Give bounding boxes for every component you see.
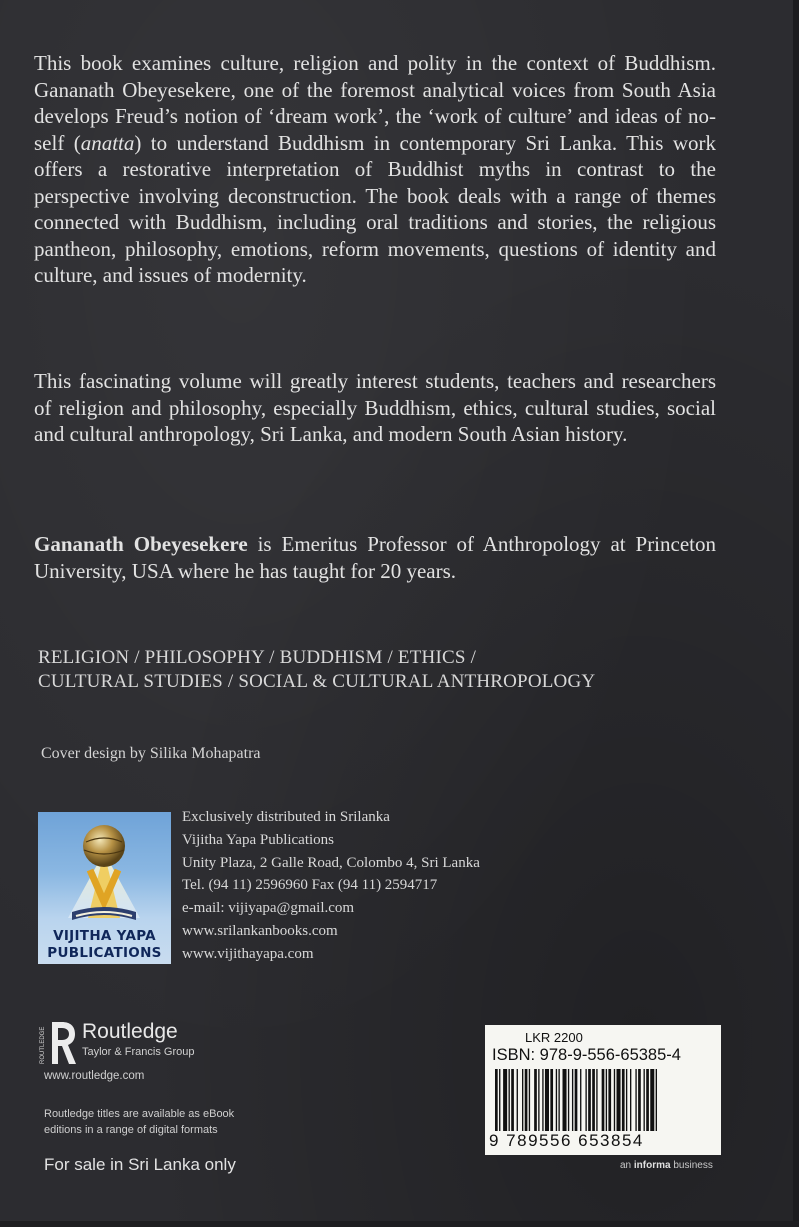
distributor-info: [182, 806, 480, 966]
barcode-digits: 9 789556 653854: [489, 1131, 644, 1150]
barcode-bar: [545, 1069, 549, 1131]
routledge-logo-icon: [38, 1018, 78, 1068]
barcode-bar: [534, 1069, 537, 1131]
vijitha-yapa-logo: [38, 812, 171, 964]
barcode-bars-icon: [495, 1069, 711, 1131]
barcode-bar: [550, 1069, 553, 1131]
barcode-bar: [495, 1069, 498, 1131]
routledge-logo-side-text: ROUTLEDGE: [40, 1026, 46, 1064]
barcode-bar: [606, 1069, 607, 1131]
barcode-bar: [522, 1069, 523, 1131]
barcode-bar: [558, 1069, 559, 1131]
barcode-bar: [585, 1069, 586, 1131]
description-paragraph-2: This fascinating volume will greatly interest students, teachers and researchers of religion and philosophy, especially Buddhism, ethics, cultural studies, social and cultural anthropology, Sri Lanka, and modern South Asian history.: [34, 369, 716, 446]
routledge-name: Routledge: [82, 1020, 178, 1043]
barcode-bar: [650, 1069, 654, 1131]
barcode-bar: [538, 1069, 539, 1131]
ebook-note-line-1: Routledge titles are available as eBook: [44, 1108, 235, 1120]
barcode-bar: [542, 1069, 543, 1131]
subject-categories: [38, 646, 595, 694]
price-tag: LKR 2200: [525, 1030, 583, 1045]
distributor-email: e-mail: vijiyapa@gmail.com: [182, 900, 355, 917]
barcode-bar: [646, 1069, 649, 1131]
isbn-number: ISBN: 978-9-556-65385-4: [492, 1046, 681, 1064]
barcode-bar: [635, 1069, 636, 1131]
barcode-bar: [499, 1069, 500, 1131]
description-italic-term: anatta: [80, 130, 135, 155]
barcode-bar: [630, 1069, 631, 1131]
barcode-bar: [517, 1069, 518, 1131]
description-text-after: ) to understand Buddhism in contemporary Sri Lanka. This work offers a restorative interpretation of Buddhist myths in contrast to the perspective involving deconstruction. The book deals with a range of themes connected with Buddhism, including oral traditions and stories, the religious pantheon, philosophy, emotions, reform movements, questions of identity and culture, and issues of modernity.: [34, 130, 716, 287]
sale-restriction-note: For sale in Sri Lanka only: [44, 1155, 236, 1174]
barcode-bar: [617, 1069, 621, 1131]
barcode-bar: [511, 1069, 514, 1131]
distributor-website-1: www.srilankanbooks.com: [182, 922, 338, 939]
informa-prefix: an: [620, 1160, 634, 1171]
barcode-bar: [580, 1069, 581, 1131]
author-bio-text: is Emeritus Professor of Anthropology at Princeton University, USA where he has taught for 20 years.: [34, 532, 716, 583]
barcode-bar: [614, 1069, 615, 1131]
barcode-bar: [503, 1069, 507, 1131]
distributor-phone: Tel. (94 11) 2596960 Fax (94 11) 2594717: [182, 877, 438, 894]
author-bio: [34, 531, 716, 584]
barcode-label: [485, 1025, 721, 1155]
distributor-line: Vijitha Yapa Publications: [182, 831, 335, 848]
vijitha-yapa-logo-line-2: PUBLICATIONS: [47, 945, 162, 961]
distributor-address: Unity Plaza, 2 Galle Road, Colombo 4, Sri Lanka: [182, 854, 480, 871]
description-text-before: This book examines culture, religion and polity in the context of Buddhism. Gananath Obeyesekere, one of the foremost analytical voices from South Asia develops Freud’s notion of ‘dream work’, the ‘work of culture’ and ideas of no-self (: [34, 51, 716, 155]
cover-bottom-edge: [0, 1221, 799, 1227]
barcode-bar: [608, 1069, 611, 1131]
barcode-bar: [644, 1069, 645, 1131]
ebook-note-line-2: editions in a range of digital formats: [44, 1124, 218, 1136]
barcode-bar: [529, 1069, 530, 1131]
vijitha-yapa-logo-line-1: VIJITHA YAPA: [53, 928, 156, 944]
informa-brand: informa: [633, 1160, 671, 1171]
informa-business-note: [620, 1160, 713, 1171]
informa-suffix: business: [670, 1160, 713, 1171]
barcode-bar: [596, 1069, 597, 1131]
barcode-bar: [525, 1069, 528, 1131]
barcode-bar: [626, 1069, 627, 1131]
barcode-bar: [568, 1069, 569, 1131]
ebook-note: [44, 1106, 234, 1138]
barcode-bar: [509, 1069, 510, 1131]
subject-line-2: CULTURAL STUDIES / SOCIAL & CULTURAL ANTHROPOLOGY: [38, 671, 596, 692]
barcode-bar: [602, 1069, 605, 1131]
subject-line-1: RELIGION / PHILOSOPHY / BUDDHISM / ETHICS /: [38, 647, 477, 668]
barcode-bar: [572, 1069, 573, 1131]
distributor-website-2: www.vijithayapa.com: [182, 945, 314, 962]
barcode-bar: [556, 1069, 557, 1131]
cover-design-credit: Cover design by Silika Mohapatra: [41, 745, 261, 762]
barcode-bar: [622, 1069, 625, 1131]
description-paragraph-1: [34, 50, 716, 289]
barcode-bar: [592, 1069, 595, 1131]
barcode-bar: [638, 1069, 641, 1131]
barcode-bar: [563, 1069, 567, 1131]
barcode-bar: [575, 1069, 578, 1131]
barcode-bar: [656, 1069, 657, 1131]
routledge-url: www.routledge.com: [44, 1070, 145, 1082]
distributor-line: Exclusively distributed in Srilanka: [182, 809, 390, 825]
author-name: Gananath Obeyesekere: [34, 532, 248, 556]
routledge-group: Taylor & Francis Group: [82, 1046, 195, 1058]
cover-right-edge: [793, 0, 799, 1227]
barcode-bar: [588, 1069, 591, 1131]
